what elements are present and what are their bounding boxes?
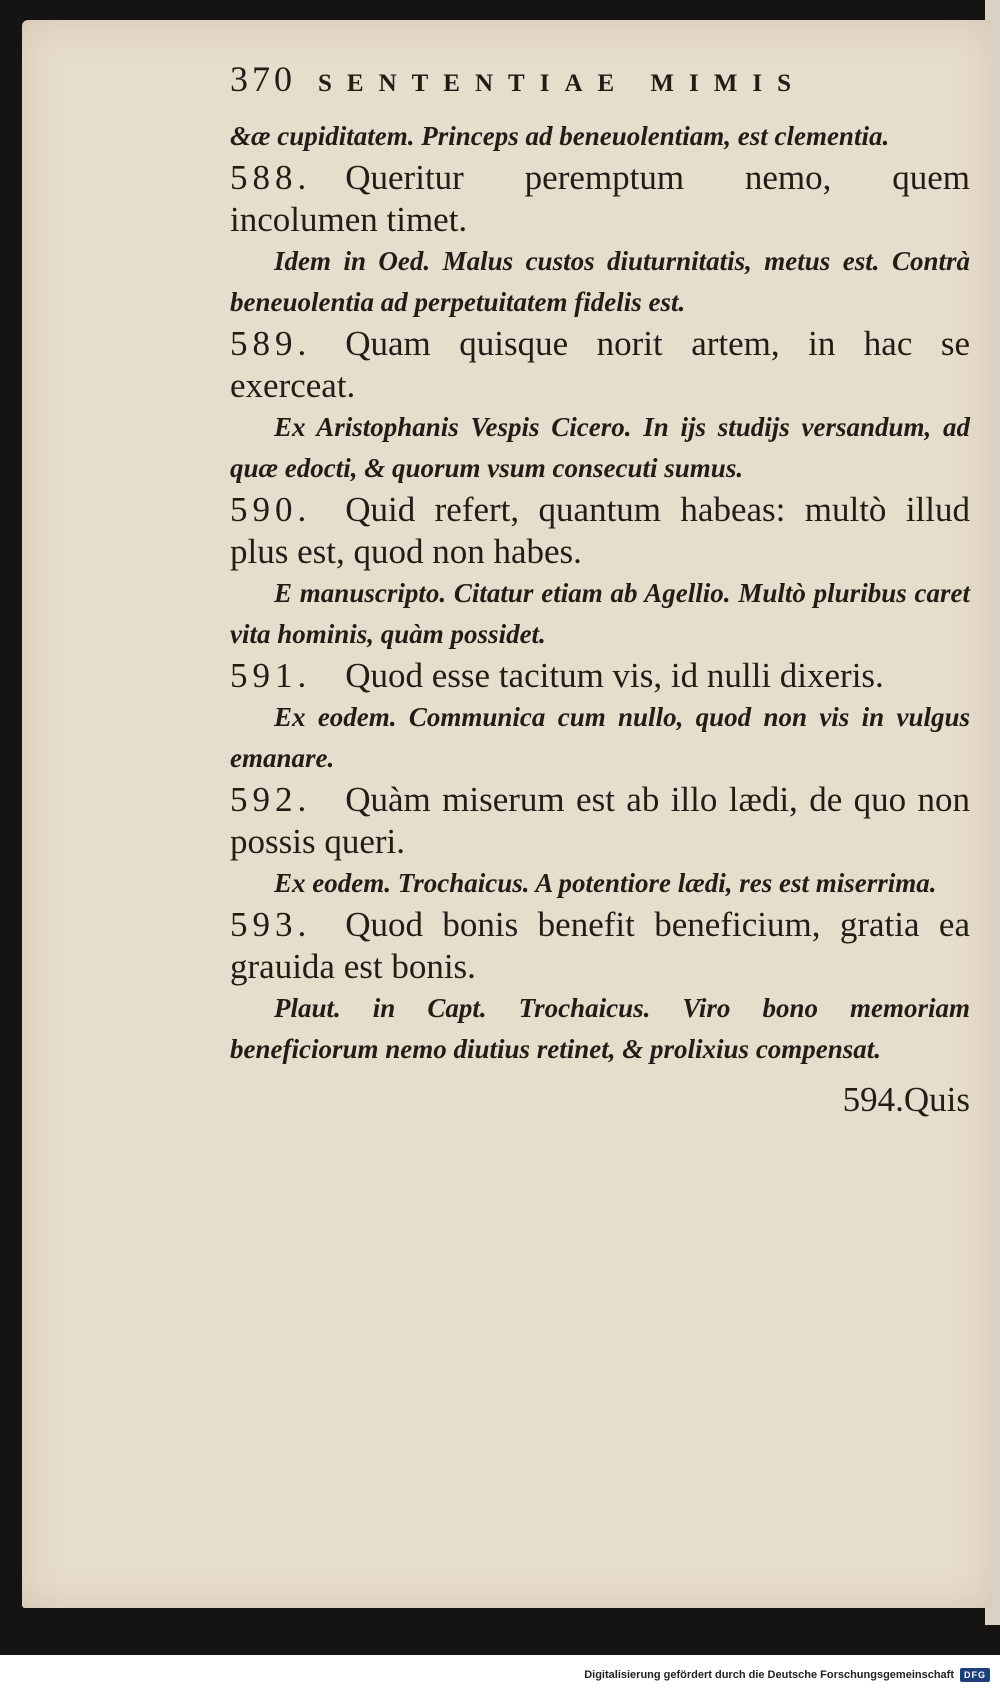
- verse-text: Quàm miserum est ab illo lædi, de quo non possis queri.: [230, 780, 970, 861]
- commentary-note: Ex eodem. Communica cum nullo, quod non vis in vulgus emanare.: [230, 702, 970, 773]
- verse-number: 588.: [230, 158, 312, 197]
- verse-number: 592.: [230, 780, 312, 819]
- page-number: 370: [230, 59, 296, 99]
- catchword: 594.Quis: [842, 1080, 970, 1119]
- page-header: [230, 58, 970, 116]
- running-head: SENTENTIAE MIMIS: [318, 70, 806, 97]
- verse-text: Queritur peremptum nemo, quem incolumen timet.: [230, 158, 970, 239]
- page-content: [230, 58, 970, 1120]
- verse-text: Quod esse tacitum vis, id nulli dixeris.: [345, 656, 884, 695]
- commentary-note: Ex Aristophanis Vespis Cicero. In ijs studijs versandum, ad quæ edocti, & quorum vsum consecuti sumus.: [230, 412, 970, 483]
- sententia-verse: [230, 779, 970, 863]
- verse-text: Quid refert, quantum habeas: multò illud plus est, quod non habes.: [230, 490, 970, 571]
- sententia-verse: [230, 904, 970, 988]
- sententia-verse: [230, 655, 970, 697]
- verse-number: 590.: [230, 490, 312, 529]
- sententia-verse: [230, 323, 970, 407]
- sententia-verse: [230, 489, 970, 573]
- verse-number: 593.: [230, 905, 312, 944]
- commentary-note: Plaut. in Capt. Trochaicus. Viro bono memoriam beneficiorum nemo diutius retinet, & prolixius compensat.: [230, 993, 970, 1064]
- verse-text: Quam quisque norit artem, in hac se exerceat.: [230, 324, 970, 405]
- commentary-note: Ex eodem. Trochaicus. A potentiore lædi, res est miserrima.: [274, 868, 937, 898]
- verse-number: 589.: [230, 324, 312, 363]
- sententia-verse: [230, 157, 970, 241]
- commentary-note: &æ cupiditatem. Princeps ad beneuolentiam, est clementia.: [230, 121, 890, 151]
- dfg-logo-icon: DFG: [960, 1668, 990, 1682]
- verse-number: 591.: [230, 656, 312, 695]
- verse-text: Quod bonis benefit beneficium, gratia ea grauida est bonis.: [230, 905, 970, 986]
- commentary-note: E manuscripto. Citatur etiam ab Agellio. Multò pluribus caret vita hominis, quàm possidet.: [230, 578, 970, 649]
- footer-credit: Digitalisierung gefördert durch die Deutsche Forschungsgemeinschaft: [584, 1669, 954, 1681]
- commentary-note: Idem in Oed. Malus custos diuturnitatis, metus est. Contrà beneuolentia ad perpetuitatem fidelis est.: [230, 246, 970, 317]
- digitization-footer: [0, 1662, 990, 1688]
